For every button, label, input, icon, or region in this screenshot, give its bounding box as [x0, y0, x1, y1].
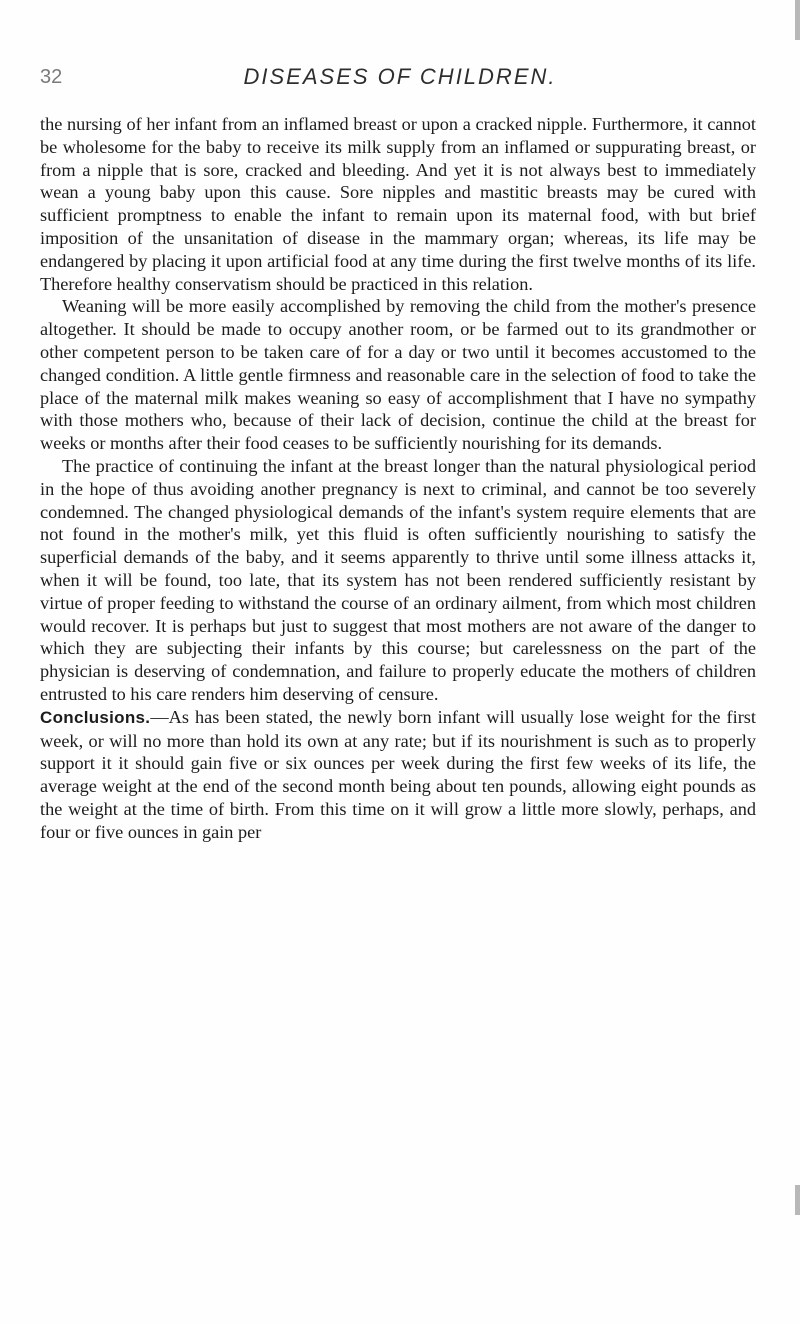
page-header	[0, 64, 800, 94]
paragraph-weaning: Weaning will be more easily accomplished by removing the child from the mother's presence altogether. It should be made to occupy another room, or be farmed out to its grandmother or other competent person to be taken care of for a day or two until it becomes accustomed to the changed condition. A little gentle firmness and reasonable care in the selection of food to take the place of the maternal milk makes weaning so easy of accomplishment that I have no sympathy with those mothers who, because of their lack of decision, continue the child at the breast for weeks or months after their food ceases to be sufficiently nourishing for its demands.	[40, 296, 756, 454]
paragraph-conclusions	[40, 706, 756, 844]
page-number: 32	[40, 66, 63, 88]
paragraph-continued: the nursing of her infant from an inflamed breast or upon a cracked nipple. Furthermore, it cannot be wholesome for the baby to receive its milk supply from an inflamed or suppurating breast, or from a nipple that is sore, cracked and bleeding. And yet it is not always best to immediately wean a young baby upon this cause. Sore nipples and mastitic breasts may be cured with sufficient promptness to enable the infant to remain upon its maternal food, with but brief imposition of the unsanitation of disease in the mammary organ; whereas, its life may be endangered by placing it upon artificial food at any time during the first twelve months of its life. Therefore healthy conservatism should be practiced in this relation.	[40, 114, 756, 294]
page-edge-mark	[795, 1185, 800, 1215]
running-title: DISEASES OF CHILDREN.	[243, 64, 557, 89]
paragraph-prolonged-nursing: The practice of continuing the infant at the breast longer than the natural physiological period in the hope of thus avoiding another pregnancy is next to criminal, and cannot be too severely condemned. The changed physiological demands of the infant's system require elements that are not found in the mother's milk, yet this fluid is often sufficiently nourishing to satisfy the superficial demands of the baby, and it seems apparently to thrive until some illness attacks it, when it will be found, too late, that its system has not been rendered sufficiently resistant by virtue of proper feeding to withstand the course of an ordinary ailment, from which most children would recover. It is perhaps but just to suggest that most mothers are not aware of the danger to which they are subjecting their infants by this course; but carelessness on the part of the physician is deserving of condemnation, and failure to properly educate the mothers of children entrusted to his care renders him deserving of censure.	[40, 455, 756, 704]
conclusions-text: —As has been stated, the newly born infant will usually lose weight for the first week, or will no more than hold its own at any rate; but if its nourishment is such as to properly support it it should gain five or six ounces per week during the first few weeks of its life, the average weight at the end of the second month being about ten pounds, allowing eight pounds as the weight at the time of birth. From this time on it will grow a little more slowly, perhaps, and four or five ounces in gain per	[40, 706, 756, 842]
body-text	[40, 113, 756, 844]
conclusions-heading: Conclusions.	[40, 707, 151, 727]
page-edge-shadow	[795, 0, 800, 40]
